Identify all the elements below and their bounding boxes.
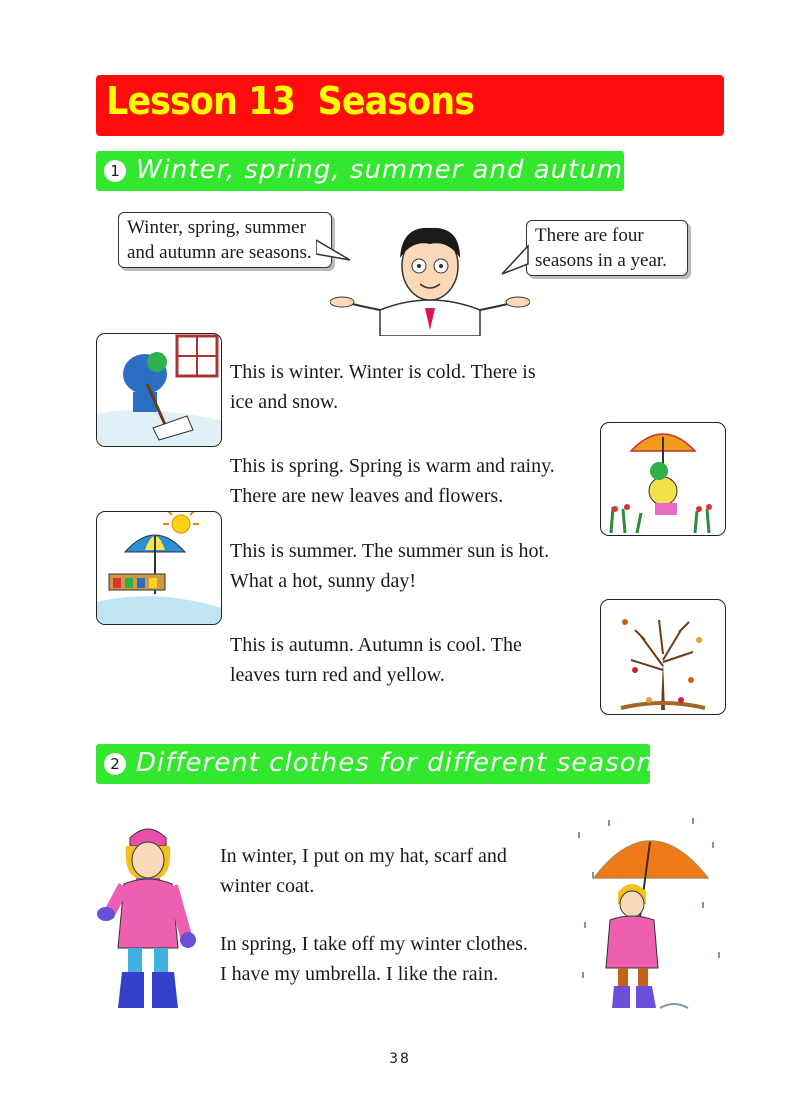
speech-bubble-left [118, 212, 332, 268]
winter-clothes-paragraph [220, 841, 570, 901]
winter-picture [96, 333, 222, 447]
winter-line-1: This is winter. Winter is cold. There is [230, 361, 536, 383]
summer-paragraph [230, 536, 610, 596]
spring-line-1: This is spring. Spring is warm and rainy. [230, 455, 555, 477]
section-2-header [96, 744, 669, 784]
section-2-number: 2 [104, 753, 126, 775]
lesson-title: Lesson 13 Seasons [106, 79, 475, 123]
section-1-header [96, 151, 641, 191]
boy-shrugging-illustration [330, 218, 530, 336]
section-1-title: Winter, spring, summer and autumn [136, 155, 641, 185]
spring-clothes-paragraph [220, 929, 570, 989]
bubble-left-line-1: Winter, spring, summer [127, 217, 306, 238]
page-number: 38 [389, 1051, 411, 1067]
summer-line-2: What a hot, sunny day! [230, 570, 417, 592]
lesson-title-bar [96, 75, 724, 136]
spring-picture [600, 422, 726, 536]
summer-line-1: This is summer. The summer sun is hot. [230, 540, 550, 562]
girl-with-umbrella-illustration [572, 812, 724, 1014]
autumn-line-2: leaves turn red and yellow. [230, 664, 445, 686]
winter-clothes-line-2: winter coat. [220, 875, 315, 897]
girl-winter-clothes-illustration [96, 820, 200, 1012]
autumn-picture [600, 599, 726, 715]
spring-paragraph [230, 451, 610, 511]
section-1-number: 1 [104, 160, 126, 182]
spring-line-2: There are new leaves and flowers. [230, 485, 504, 507]
summer-picture [96, 511, 222, 625]
autumn-paragraph [230, 630, 610, 690]
section-2-title: Different clothes for different seasons [136, 748, 669, 778]
winter-paragraph [230, 357, 610, 417]
bubble-right-line-2: seasons in a year. [535, 250, 667, 271]
bubble-left-line-2: and autumn are seasons. [127, 242, 312, 263]
winter-clothes-line-1: In winter, I put on my hat, scarf and [220, 845, 507, 867]
autumn-line-1: This is autumn. Autumn is cool. The [230, 634, 522, 656]
spring-clothes-line-1: In spring, I take off my winter clothes. [220, 933, 528, 955]
speech-bubble-right [526, 220, 688, 276]
spring-clothes-line-2: I have my umbrella. I like the rain. [220, 963, 499, 985]
bubble-right-line-1: There are four [535, 225, 644, 246]
winter-line-2: ice and snow. [230, 391, 339, 413]
